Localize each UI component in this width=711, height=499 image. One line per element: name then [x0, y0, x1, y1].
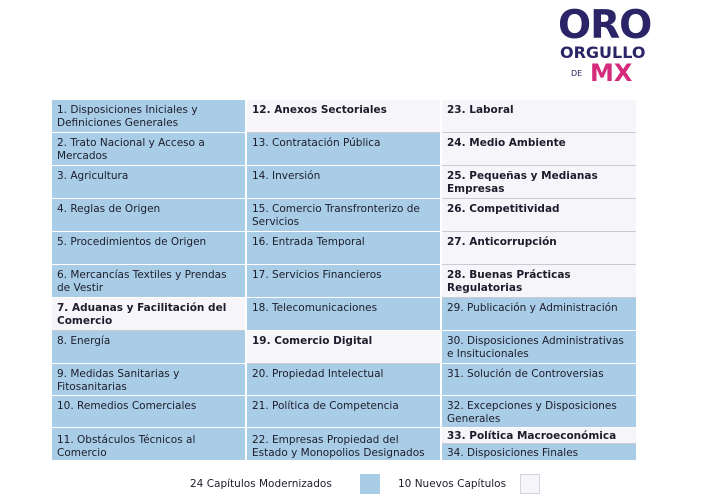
logo-de-text: DE: [571, 69, 583, 78]
chapter-cell: 26. Competitividad: [442, 199, 636, 232]
logo-orgullo-text: ORGULLO: [560, 43, 646, 62]
chapter-cell: 12. Anexos Sectoriales: [247, 100, 440, 133]
chapter-cell: 5. Procedimientos de Origen: [52, 232, 245, 265]
chapter-cell: 10. Remedios Comerciales: [52, 396, 245, 428]
chapter-cell: 23. Laboral: [442, 100, 636, 133]
chapter-cell: 22. Empresas Propiedad del Estado y Monopolios Designados: [247, 428, 440, 461]
chapter-cell: 15. Comercio Transfronterizo de Servicios: [247, 199, 440, 232]
chapter-cell: 1. Disposiciones Iniciales y Definiciones Generales: [52, 100, 245, 133]
chapter-cell: 28. Buenas Prácticas Regulatorias: [442, 265, 636, 298]
chapter-cell: 21. Política de Competencia: [247, 396, 440, 428]
chapter-cell: 2. Trato Nacional y Acceso a Mercados: [52, 133, 245, 166]
chapter-cell: 14. Inversión: [247, 166, 440, 199]
chapter-cell: 25. Pequeñas y Medianas Empresas: [442, 166, 636, 199]
legend-new-swatch: [520, 474, 540, 494]
chapter-cell: 31. Solución de Controversias: [442, 364, 636, 396]
legend-modernized-swatch: [360, 474, 380, 494]
chapter-cell: 19. Comercio Digital: [247, 331, 440, 364]
legend-modernized-label: 24 Capítulos Modernizados: [190, 478, 332, 490]
chapter-cell: 17. Servicios Financieros: [247, 265, 440, 298]
chapter-cell: 16. Entrada Temporal: [247, 232, 440, 265]
chapter-cell: 7. Aduanas y Facilitación del Comercio: [52, 298, 245, 331]
chapter-cell: 6. Mercancías Textiles y Prendas de Vestir: [52, 265, 245, 298]
chapter-cell: 4. Reglas de Origen: [52, 199, 245, 232]
logo-oro-text: ORO: [558, 3, 652, 48]
legend-new-label: 10 Nuevos Capítulos: [398, 478, 507, 490]
chapter-cell: 33. Política Macroeconómica: [442, 428, 636, 444]
chapter-cell: 18. Telecomunicaciones: [247, 298, 440, 331]
chapters-table: [52, 100, 634, 468]
chapter-cell: 11. Obstáculos Técnicos al Comercio: [52, 428, 245, 461]
legend: [180, 474, 560, 496]
chapter-cell: 27. Anticorrupción: [442, 232, 636, 265]
logo-mx-text: MX: [590, 59, 633, 87]
chapter-cell: 32. Excepciones y Disposiciones Generales: [442, 396, 636, 428]
chapter-cell: 29. Publicación y Administración: [442, 298, 636, 331]
chapter-cell: 34. Disposiciones Finales: [442, 444, 636, 461]
chapter-cell: 3. Agricultura: [52, 166, 245, 199]
chapter-cell: 24. Medio Ambiente: [442, 133, 636, 166]
oro-logo: [548, 3, 666, 92]
chapter-cell: 9. Medidas Sanitarias y Fitosanitarias: [52, 364, 245, 396]
chapter-cell: 20. Propiedad Intelectual: [247, 364, 440, 396]
chapter-cell: 8. Energía: [52, 331, 245, 364]
chapter-cell: 13. Contratación Pública: [247, 133, 440, 166]
chapter-cell: 30. Disposiciones Administrativas e Insitucionales: [442, 331, 636, 364]
